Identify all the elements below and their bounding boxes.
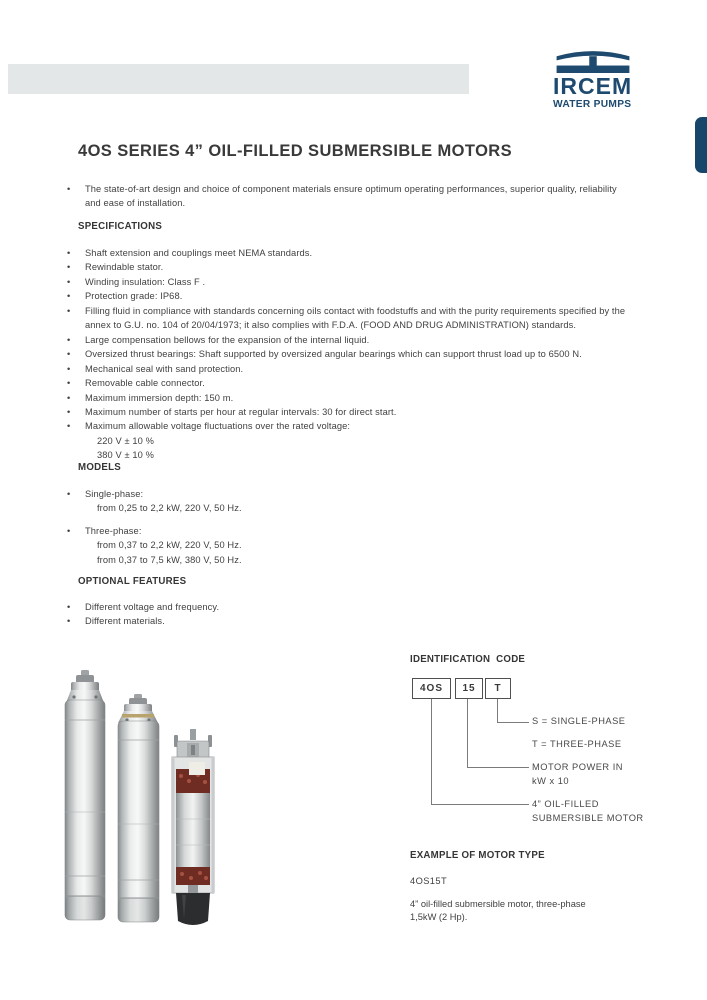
spec-item: • Oversized thrust bearings: Shaft supported by oversized angular bearings which can support thrust load up to 6500 N. xyxy=(64,347,636,361)
connector-line-series xyxy=(431,699,529,805)
motor-photo-cutaway xyxy=(167,729,219,929)
label-motor-power-line2: kW x 10 xyxy=(532,775,570,786)
models-single-block xyxy=(64,487,624,516)
motor-photo-sealed-small xyxy=(114,694,162,924)
ircem-logo-icon xyxy=(555,45,631,73)
code-box-power: 15 xyxy=(455,678,483,699)
specifications-heading: SPECIFICATIONS xyxy=(78,221,163,232)
model-three-line: from 0,37 to 7,5 kW, 380 V, 50 Hz. xyxy=(97,554,242,565)
example-code: 4OS15T xyxy=(410,875,448,886)
label-motor-power xyxy=(532,761,623,788)
label-series-line2: SUBMERSIBLE MOTOR xyxy=(532,812,644,823)
optional-features-heading: OPTIONAL FEATURES xyxy=(78,576,187,587)
voltage-line: 380 V ± 10 % xyxy=(97,450,154,461)
spec-item: • Removable cable connector. xyxy=(64,376,636,390)
code-box-phase: T xyxy=(485,678,511,699)
intro-paragraph xyxy=(64,182,624,211)
optional-features-list xyxy=(64,600,624,629)
model-three-label: • Three-phase: xyxy=(64,524,624,538)
example-motor-type xyxy=(410,849,660,925)
code-box-series: 4OS xyxy=(412,678,451,699)
spec-item: • Winding insulation: Class F . xyxy=(64,275,636,289)
models-heading: MODELS xyxy=(78,462,121,473)
spec-item: • Maximum immersion depth: 150 m. xyxy=(64,391,636,405)
intro-bullet: • The state-of-art design and choice of component materials ensure optimum operating performances, superior quality, reliability and ease of installation. xyxy=(64,182,624,211)
brand-name: IRCEM xyxy=(553,73,633,99)
motor-photo-sealed-large xyxy=(62,670,108,922)
label-motor-power-line1: MOTOR POWER IN xyxy=(532,762,624,772)
spec-item: • Mechanical seal with sand protection. xyxy=(64,362,636,376)
spec-item: • Filling fluid in compliance with standards concerning oils contact with foodstuffs and with the purity requirements specified by the annex to G.U. no. 104 of 20/04/1973; it also complies with F.D.A. (FOOD AND DRUG ADMINISTRATION) standards. xyxy=(64,304,636,333)
brand-logo xyxy=(553,45,653,110)
example-heading: EXAMPLE OF MOTOR TYPE xyxy=(410,850,545,861)
label-series-line1: 4” OIL-FILLED xyxy=(532,799,599,809)
example-description-line1: 4” oil-filled submersible motor, three-phase xyxy=(410,898,586,909)
optional-item: • Different materials. xyxy=(64,614,624,628)
doc-title: 4OS SERIES 4” OIL-FILLED SUBMERSIBLE MOTORS xyxy=(78,142,513,160)
specifications-list xyxy=(64,246,636,463)
spec-item: • Rewindable stator. xyxy=(64,260,636,274)
spec-item: • Maximum number of starts per hour at regular intervals: 30 for direct start. xyxy=(64,405,636,419)
example-description xyxy=(410,898,660,926)
optional-item: • Different voltage and frequency. xyxy=(64,600,624,614)
model-single-line: from 0,25 to 2,2 kW, 220 V, 50 Hz. xyxy=(97,503,242,514)
voltage-line: 220 V ± 10 % xyxy=(97,435,154,446)
spec-item: • Maximum allowable voltage fluctuations over the rated voltage: xyxy=(64,419,636,433)
models-three-block xyxy=(64,524,624,567)
brand-tagline: WATER PUMPS xyxy=(553,99,632,110)
spec-item: • Large compensation bellows for the expansion of the internal liquid. xyxy=(64,333,636,347)
identification-code-heading: IDENTIFICATION CODE xyxy=(410,654,526,665)
label-single-phase: S = SINGLE-PHASE xyxy=(532,716,626,726)
spec-item: • Protection grade: IP68. xyxy=(64,289,636,303)
page-edge-tab xyxy=(695,117,707,173)
label-three-phase: T = THREE-PHASE xyxy=(532,739,622,749)
example-description-line2: 1,5kW (2 Hp). xyxy=(410,912,468,923)
spec-item: • Shaft extension and couplings meet NEMA standards. xyxy=(64,246,636,260)
model-single-label: • Single-phase: xyxy=(64,487,624,501)
header-gray-bar xyxy=(8,64,469,94)
identification-code-diagram xyxy=(410,654,655,854)
label-series-meaning xyxy=(532,798,644,825)
model-three-line: from 0,37 to 2,2 kW, 220 V, 50 Hz. xyxy=(97,540,242,551)
